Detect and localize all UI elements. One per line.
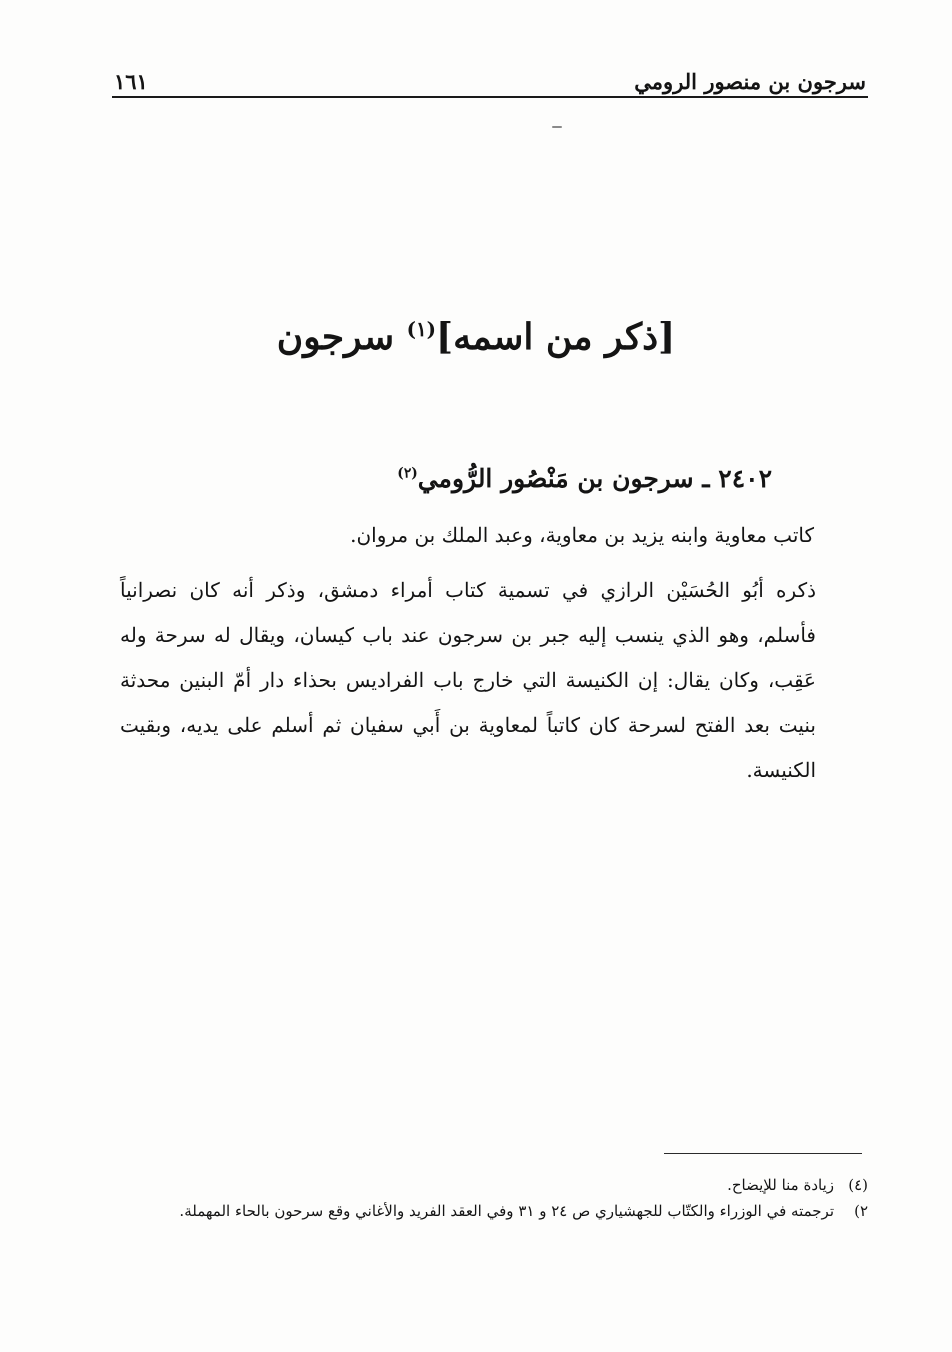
footnote-text: ترجمته في الوزراء والكتّاب للجهشياري ص ٢٤ و ٣١ وفي العقد الفريد والأغاني وقع سرحون بالحاء المهملة. <box>179 1202 834 1220</box>
entry-body: ذكره أبُو الحُسَيْن الرازي في تسمية كتاب أمراء دمشق، وذكر أنه كان نصرانياً فأسلم، وهو الذي ينسب إليه جبر بن سرجون عند باب كيسان، ويقال له سرحة وله عَقِب، وكان يقال: إن الكنيسة التي خارج باب الفراديس بحذاء دار أمّ البنين محدثة بنيت بعد الفتح لسرحة كان كاتباً لمعاوية بن أَبي سفيان ثم أسلم على يديه، وبقيت الكنيسة. <box>120 578 816 782</box>
section-heading-note-ref: (١) <box>406 317 437 342</box>
footnote-text: زيادة منا للإيضاح. <box>727 1176 834 1194</box>
footnote <box>116 1172 868 1198</box>
running-header-title: سرجون بن منصور الرومي <box>634 69 866 94</box>
footnote <box>116 1198 868 1224</box>
footnote-number: ٢) <box>854 1202 868 1220</box>
footnotes <box>116 1172 868 1224</box>
entry-subtitle: كاتب معاوية وابنه يزيد بن معاوية، وعبد الملك بن مروان. <box>350 523 814 547</box>
section-heading-name: سرجون <box>276 316 395 359</box>
footnote-rule <box>664 1153 862 1154</box>
section-heading-text: [ذكر من اسمه] <box>436 316 676 359</box>
section-heading <box>86 314 866 361</box>
running-header <box>114 56 866 92</box>
entry-title <box>397 461 772 496</box>
footnote-number: (٤) <box>848 1176 868 1194</box>
entry-note-ref: (٢) <box>397 465 418 482</box>
scan-speck <box>552 126 562 128</box>
header-rule <box>112 96 868 98</box>
page-number: ١٦١ <box>114 69 148 94</box>
entry-title-text: ٢٤٠٢ ـ سرجون بن مَنْصُور الرُّومي <box>417 463 772 493</box>
